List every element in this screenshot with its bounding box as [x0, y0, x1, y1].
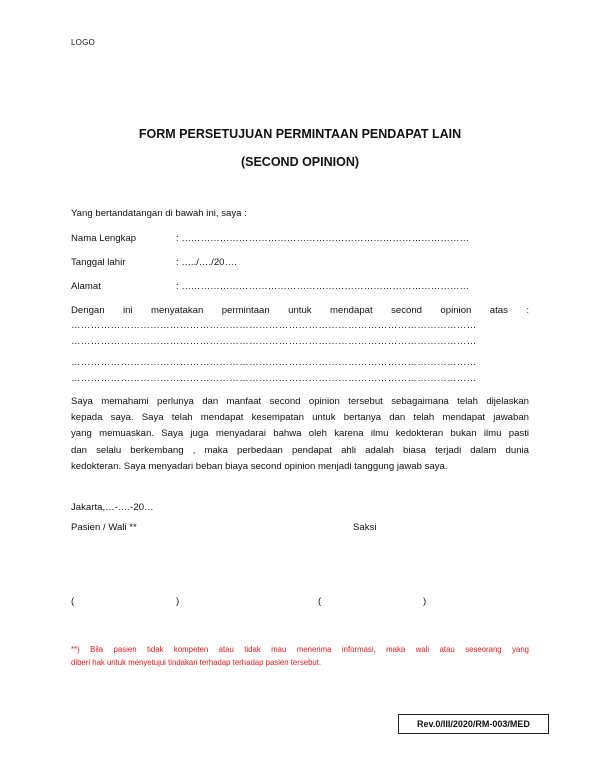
request-statement	[71, 305, 529, 316]
request-line-4[interactable]: ……………………………………………………………………………………………………………	[71, 373, 477, 384]
intro-text: Yang bertandatangan di bawah ini, saya :	[71, 208, 247, 219]
footnote-line: **) Bila pasien tidak kompeten atau tidak mau menerima informasi, maka wali atau seseorang yang	[71, 645, 529, 654]
form-title: FORM PERSETUJUAN PERMINTAAN PENDAPAT LAIN	[138, 127, 462, 141]
name-label: Nama Lengkap	[71, 233, 137, 244]
address-field[interactable]: : ………………………………………………………………………………	[176, 281, 470, 292]
statement-line: kedokteran. Saya menyadari beban biaya second opinion menjadi tanggung jawab saya.	[71, 460, 448, 472]
revision-code-box: Rev.0/III/2020/RM-003/MED	[398, 714, 549, 734]
request-word: permintaan	[221, 305, 270, 316]
statement-line: yang memuaskan. Saya juga menyadarai bahwa oleh karena ilmu kedokteran bukan ilmu pasti	[71, 428, 529, 440]
statement-line: dan selalu berkembang , maka perbedaan pendapat ahli adalah biasa terjadi dalam dunia	[71, 444, 529, 456]
request-line-1[interactable]: ……………………………………………………………………………………………………………	[71, 320, 477, 331]
address-label: Alamat	[71, 281, 101, 292]
witness-name-open-paren: (	[318, 596, 322, 607]
patient-signature-label: Pasien / Wali **	[71, 522, 137, 533]
request-word: atas	[489, 305, 508, 316]
request-word: second	[391, 305, 423, 316]
place-date[interactable]: Jakarta,…-….-20…	[71, 502, 154, 513]
witness-signature-label: Saksi	[353, 522, 377, 533]
form-subtitle: (SECOND OPINION)	[240, 155, 360, 169]
birthdate-label: Tanggal lahir	[71, 257, 126, 268]
name-field[interactable]: : ………………………………………………………………………………	[176, 233, 470, 244]
footnote	[71, 643, 529, 669]
statement-line: Saya memahami perlunya dan manfaat second opinion tersebut sebagaimana telah dijelaskan	[71, 396, 529, 407]
consent-statement	[71, 394, 529, 475]
logo-placeholder: LOGO	[71, 38, 95, 47]
request-word: :	[526, 305, 529, 316]
request-line-3[interactable]: ……………………………………………………………………………………………………………	[71, 357, 477, 368]
statement-line: kepada saya. Saya telah mendapat kesempatan untuk bertanya dan telah mendapat jawaban	[71, 412, 529, 424]
request-line-2[interactable]: ……………………………………………………………………………………………………………	[71, 336, 477, 347]
request-word: opinion	[440, 305, 472, 316]
birthdate-field[interactable]: : …../…./20….	[176, 257, 237, 268]
request-word: untuk	[288, 305, 312, 316]
footnote-line: diberi hak untuk menyetujui tindakan terhadap terhadap pasien tersebut.	[71, 658, 322, 667]
request-word: menyatakan	[151, 305, 204, 316]
request-word: Dengan	[71, 305, 105, 316]
witness-name-close-paren: )	[423, 596, 427, 607]
patient-name-close-paren: )	[176, 596, 180, 607]
request-word: ini	[123, 305, 133, 316]
patient-name-open-paren: (	[71, 596, 75, 607]
request-word: mendapat	[330, 305, 373, 316]
